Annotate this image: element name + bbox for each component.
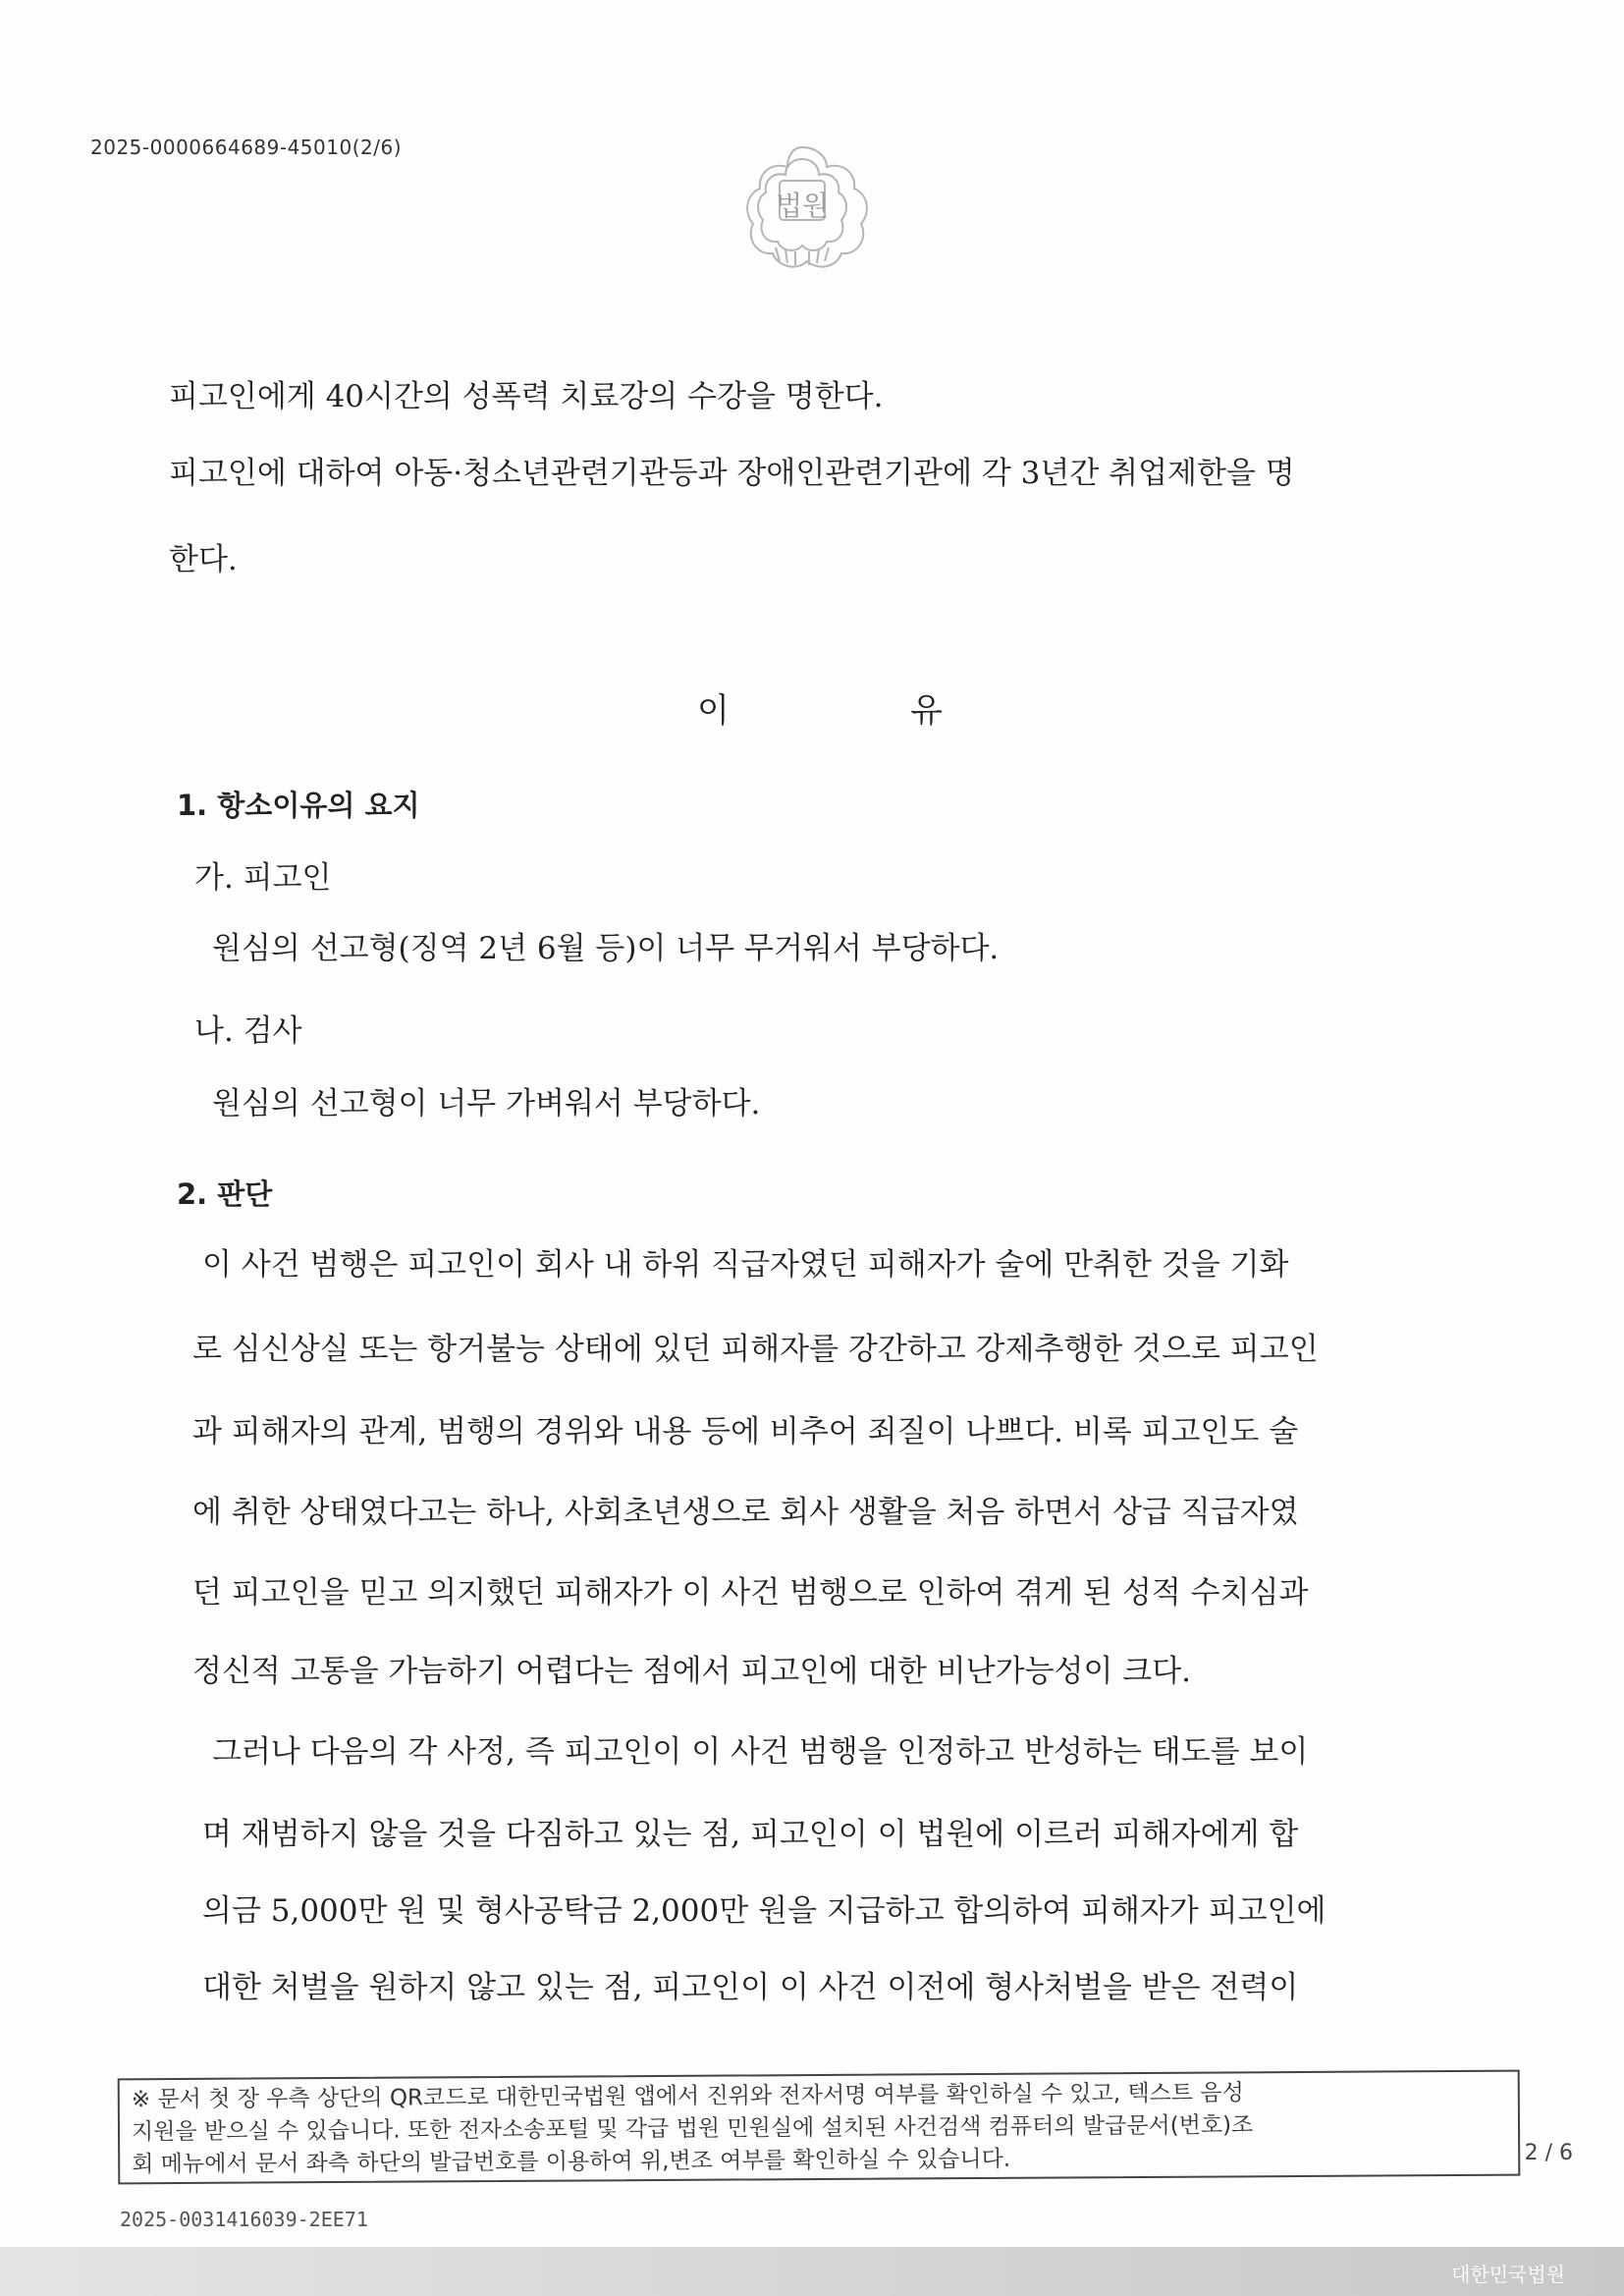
court-seal-logo: [729, 137, 876, 275]
reasons-heading-char-2: 유: [910, 691, 943, 731]
document-number: 2025-0000664689-45010(2/6): [90, 136, 402, 159]
issue-number: 2025-0031416039-2EE71: [120, 2208, 368, 2231]
notice-line-2: 지원을 받으실 수 있습니다. 또한 전자소송포털 및 각급 법원 민원실에 설치된 사건검색 컴퓨터의 발급문서(번호)조: [131, 2112, 1254, 2146]
judgment-p1-line-3: 과 피해자의 관계, 범행의 경위와 내용 등에 비추어 죄질이 나쁘다. 비록 피고인도 술: [192, 1414, 1299, 1449]
judgment-p2-line-3: 의금 5,000만 원 및 형사공탁금 2,000만 원을 지급하고 합의하여 피해자가 피고인에: [202, 1893, 1326, 1929]
seal-text: 법원: [775, 190, 830, 222]
section-1-heading: 1. 항소이유의 요지: [177, 789, 420, 822]
order-line-3: 한다.: [169, 542, 238, 577]
notice-line-1: ※ 문서 첫 장 우측 상단의 QR코드로 대한민국법원 앱에서 진위와 전자서명 여부를 확인하실 수 있고, 텍스트 음성: [131, 2080, 1244, 2113]
judgment-p1-line-2: 로 심신상실 또는 항거불능 상태에 있던 피해자를 강간하고 강제추행한 것으로 피고인: [192, 1332, 1319, 1367]
judgment-p1-line-5: 던 피고인을 믿고 의지했던 피해자가 이 사건 범행으로 인하여 겪게 된 성적 수치심과: [192, 1575, 1309, 1611]
judgment-p1-line-4: 에 취한 상태였다고는 하나, 사회초년생으로 회사 생활을 처음 하면서 상급 직급자였: [192, 1495, 1299, 1530]
verification-notice-box: [118, 2070, 1521, 2185]
reasons-heading: [697, 683, 943, 732]
footer-brand-logo: 대한민국법원: [1451, 2263, 1565, 2286]
footer-bar: [0, 2247, 1624, 2296]
page-indicator: 2 / 6: [1524, 2141, 1573, 2165]
section-2-heading: 2. 판단: [177, 1177, 273, 1211]
judgment-p2-line-2: 며 재범하지 않을 것을 다짐하고 있는 점, 피고인이 이 법원에 이르러 피해자에게 합: [202, 1817, 1299, 1852]
reasons-heading-char-1: 이: [697, 691, 730, 731]
section-1-b-label: 나. 검사: [194, 1013, 302, 1049]
judgment-p1-line-1: 이 사건 범행은 피고인이 회사 내 하위 직급자였던 피해자가 술에 만취한 것을 기화: [202, 1247, 1289, 1283]
judgment-p1-line-6: 정신적 고통을 가늠하기 어렵다는 점에서 피고인에 대한 비난가능성이 크다.: [192, 1654, 1192, 1689]
notice-line-3: 회 메뉴에서 문서 좌측 하단의 발급번호를 이용하여 위,변조 여부를 확인하실 수 있습니다.: [132, 2146, 1011, 2178]
section-1-a-text: 원심의 선고형(징역 2년 6월 등)이 너무 무거워서 부당하다.: [212, 931, 1000, 966]
section-1-b-text: 원심의 선고형이 너무 가벼워서 부당하다.: [212, 1086, 761, 1121]
judgment-p2-line-1: 그러나 다음의 각 사정, 즉 피고인이 이 사건 범행을 인정하고 반성하는 태도를 보이: [212, 1734, 1309, 1770]
order-line-1: 피고인에게 40시간의 성폭력 치료강의 수강을 명한다.: [169, 379, 884, 414]
section-1-a-label: 가. 피고인: [194, 860, 332, 896]
order-line-2: 피고인에 대하여 아동·청소년관련기관등과 장애인관련기관에 각 3년간 취업제한을 명: [169, 456, 1295, 491]
judgment-p2-line-4: 대한 처벌을 원하지 않고 있는 점, 피고인이 이 사건 이전에 형사처벌을 받은 전력이: [202, 1970, 1299, 2005]
